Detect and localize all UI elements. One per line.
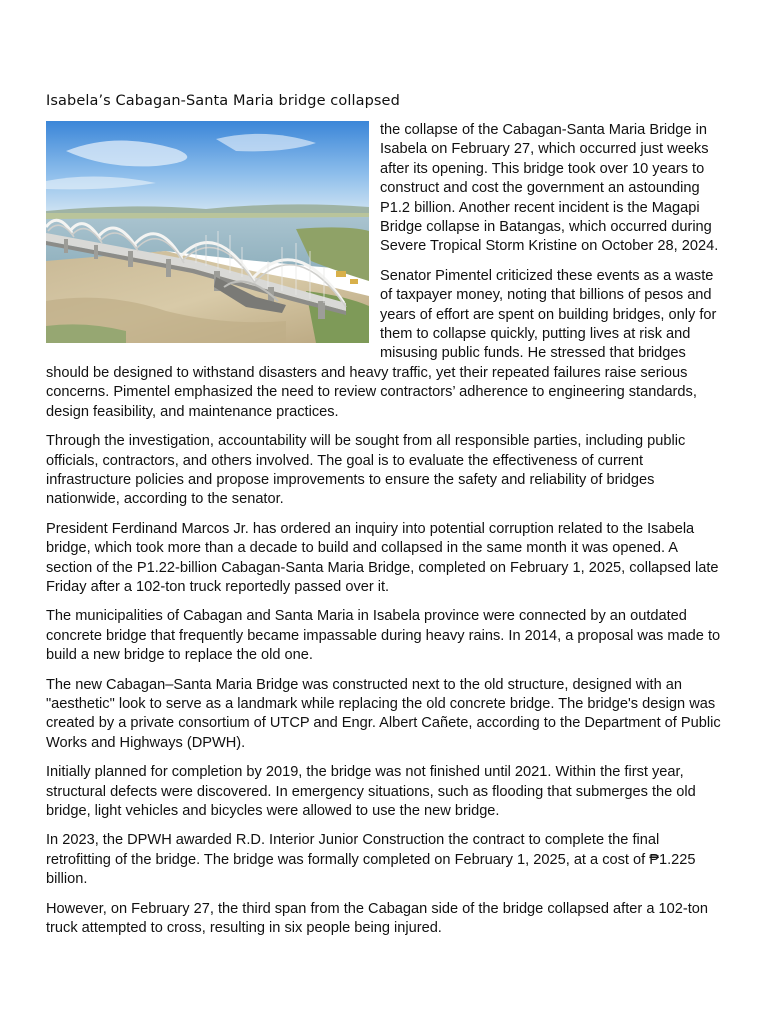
bridge-photo: [46, 121, 369, 343]
article-title: Isabela’s Cabagan-Santa Maria bridge collapsed: [46, 93, 400, 109]
paragraph: President Ferdinand Marcos Jr. has ordered an inquiry into potential corruption related to the Isabela bridge, which took more than a decade to build and collapsed in the same month it was opened. A section of the P1.22-billion Cabagan-Santa Maria Bridge, completed on February 1, 2025, collapsed late Friday after a 102-ton truck reportedly passed over it.: [46, 520, 719, 595]
article-body: [46, 121, 722, 938]
paragraph: Initially planned for completion by 2019, the bridge was not finished until 2021. Within the first year, structural defects were discovered. In emergency situations, such as flooding that submerges the old bridge, light vehicles and bicycles were allowed to use the new bridge.: [46, 764, 696, 819]
paragraph: Through the investigation, accountability will be sought from all responsible parties, including public officials, contractors, and others involved. The goal is to evaluate the effectiveness of current infrastructure policies and propose improvements to ensure the safety and reliability of bridges nationwide, according to the senator.: [46, 433, 686, 508]
article: [46, 90, 722, 948]
paragraph: However, on February 27, the third span from the Cabagan side of the bridge collapsed after a 102-ton truck attempted to cross, resulting in six people being injured.: [46, 900, 708, 937]
paragraph: The new Cabagan–Santa Maria Bridge was constructed next to the old structure, designed with an "aesthetic" look to serve as a landmark while replacing the old concrete bridge. The bridge's design was created by a private consortium of UTCP and Engr. Albert Cañete, according to the Department of Public Works and Highways (DPWH).: [46, 676, 721, 751]
paragraph: the collapse of the Cabagan-Santa Maria Bridge in Isabela on February 27, which occurred just weeks after its opening. This bridge took over 10 years to construct and cost the government an astounding P1.2 billion. Another recent incident is the Magapi Bridge collapse in Batangas, which occurred during Severe Tropical Storm Kristine on October 28, 2024.: [380, 122, 719, 255]
paragraph: Senator Pimentel criticized these events as a waste of taxpayer money, noting that billions of pesos and years of effort are spent on building bridges, only for them to collapse quickly, putting lives at risk and misusing public funds. He stressed that bridges should be designed to withstand disasters and heavy traffic, yet their repeated failures raise serious concerns. Pimentel emphasized the need to review contractors’ adherence to engineering standards, design feasibility, and maintenance practices.: [46, 267, 717, 420]
paragraph: In 2023, the DPWH awarded R.D. Interior Junior Construction the contract to complete the final retrofitting of the bridge. The bridge was formally completed on February 1, 2025, at a cost of ₱1.225 billion.: [46, 832, 696, 888]
paragraph: The municipalities of Cabagan and Santa Maria in Isabela province were connected by an outdated concrete bridge that frequently became impassable during heavy rains. In 2014, a proposal was made to build a new bridge to replace the old one.: [46, 608, 721, 664]
